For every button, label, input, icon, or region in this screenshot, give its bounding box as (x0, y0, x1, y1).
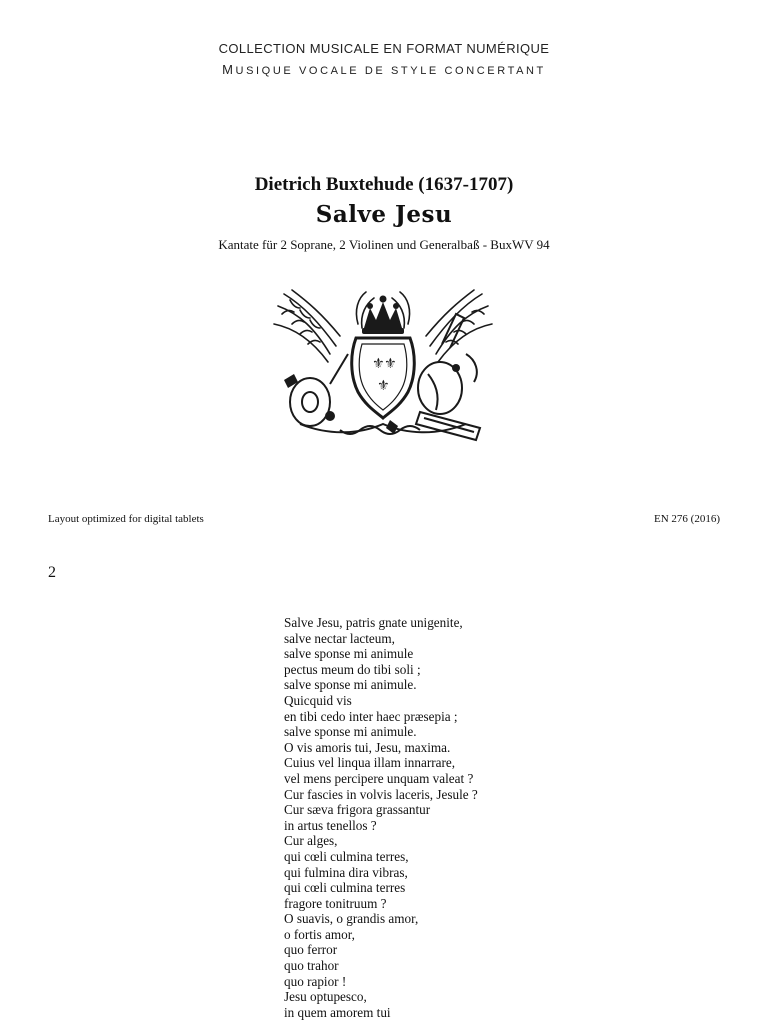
lyric-line: quo ferror (284, 942, 338, 958)
lyric-line: qui fulmina dira vibras, (284, 864, 408, 880)
lyric-line: in artus tenellos ? (284, 817, 377, 833)
lyric-line: pectus meum do tibi soli ; (284, 661, 421, 677)
royal-crest-icon (270, 284, 496, 444)
layout-note: Layout optimized for digital tablets (48, 513, 204, 525)
svg-text:⚜: ⚜ (384, 356, 397, 372)
collection-subtitle-initial: M (222, 62, 236, 77)
lyric-line: Cur sæva frigora grassantur (284, 802, 431, 818)
lyric-line: in quem amorem tui (284, 1004, 391, 1020)
royal-crest-illustration (270, 284, 496, 444)
lyric-line: salve sponse mi animule. (284, 724, 417, 740)
composer-name: Dietrich Buxtehude (1637-1707) (254, 174, 514, 195)
svg-text:⚜: ⚜ (372, 356, 385, 372)
lyric-line: salve sponse mi animule. (284, 677, 417, 693)
lyric-line: Cur alges, (284, 833, 338, 849)
lyrics-text (284, 615, 478, 1020)
lyric-line: Salve Jesu, patris gnate unigenite, (284, 615, 463, 630)
lyric-line: Quicquid vis (284, 692, 352, 708)
collection-subtitle-rest: USIQUE VOCALE DE STYLE CONCERTANT (235, 65, 546, 77)
lyric-line: qui cœli culmina terres (284, 880, 406, 896)
lyric-line: quo rapior ! (284, 973, 347, 989)
lyric-line: O suavis, o grandis amor, (284, 911, 419, 927)
lyric-line: O vis amoris tui, Jesu, maxima. (284, 739, 451, 755)
lyric-line: salve sponse mi animule (284, 646, 414, 662)
edition-number: EN 276 (2016) (654, 513, 720, 525)
svg-text:⚜: ⚜ (377, 378, 390, 394)
work-subtitle: Kantate für 2 Soprane, 2 Violinen und Generalbaß - BuxWV 94 (218, 237, 550, 252)
lyric-line: Cur fascies in volvis laceris, Jesule ? (284, 786, 478, 802)
lyric-line: o fortis amor, (284, 926, 355, 942)
lyric-line: Jesu optupesco, (284, 989, 367, 1005)
collection-title: COLLECTION MUSICALE EN FORMAT NUMÉRIQUE (218, 41, 550, 56)
lyric-line: vel mens percipere unquam valeat ? (284, 770, 474, 786)
collection-subtitle (0, 62, 768, 77)
page-number: 2 (48, 564, 56, 581)
lyric-line: Cuius vel linqua illam innarrare, (284, 755, 456, 771)
work-title: Salve Jesu (315, 201, 453, 228)
lyric-line: salve nectar lacteum, (284, 630, 395, 646)
lyric-line: en tibi cedo inter haec præsepia ; (284, 708, 458, 724)
lyric-line: qui cœli culmina terres, (284, 848, 409, 864)
lyric-line: fragore tonitruum ? (284, 895, 387, 911)
lyric-line: quo trahor (284, 958, 339, 974)
